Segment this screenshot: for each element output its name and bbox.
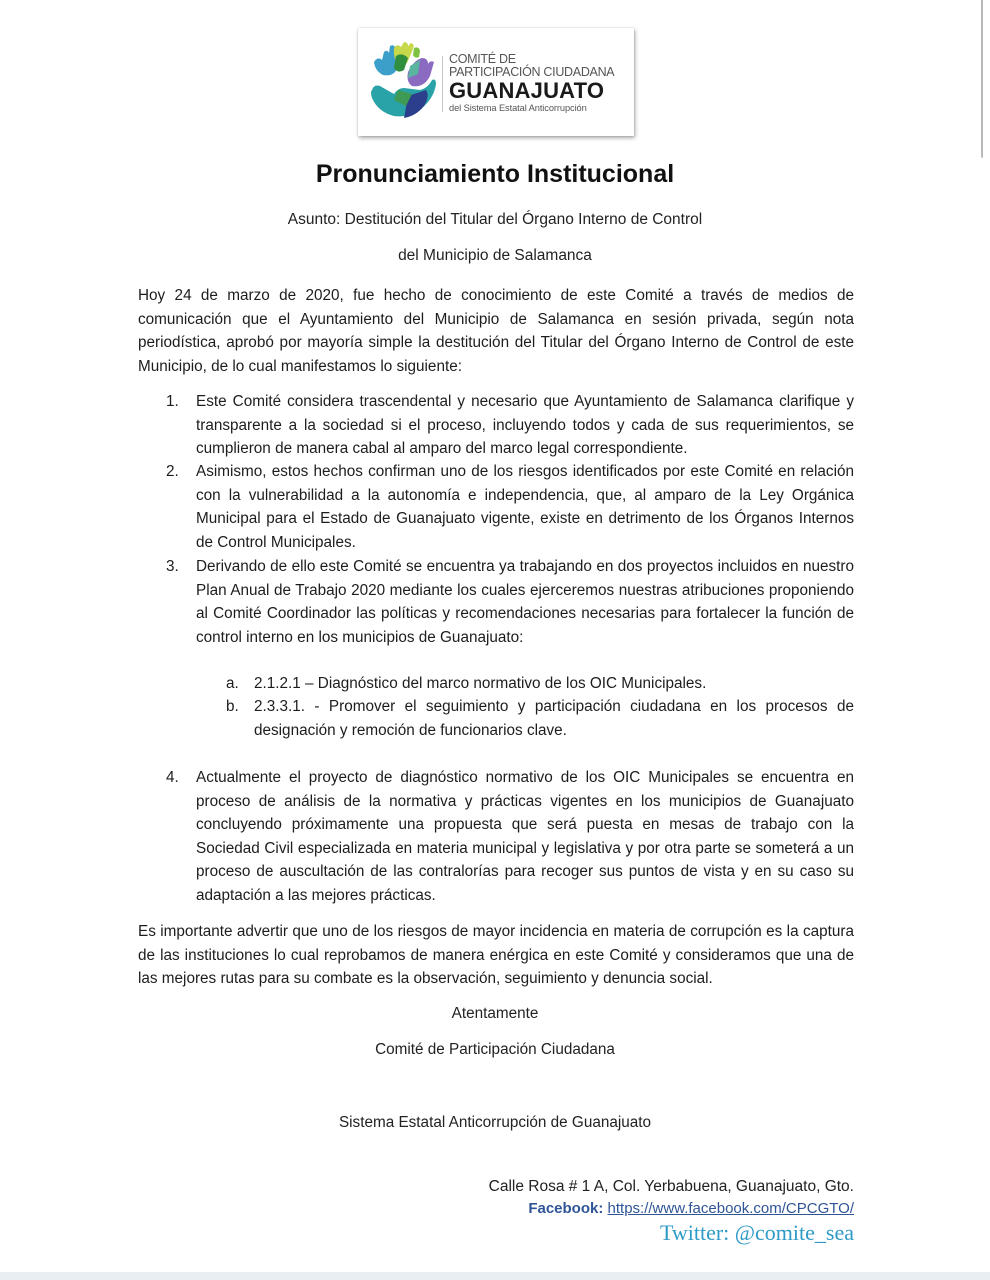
list-item-3: [166, 555, 854, 649]
facebook-link[interactable]: https://www.facebook.com/CPCGTO/: [607, 1200, 854, 1217]
logo-line-4: del Sistema Estatal Anticorrupción: [449, 103, 587, 113]
list-text: Este Comité considera trascendental y necesario que Ayuntamiento de Salamanca clarifique y transparente a la sociedad si el proceso, incluyendo todos y cada de sus requerimientos, se cumplieron de manera cabal al amparo del marco legal correspondiente.: [196, 393, 854, 458]
footer-facebook: [528, 1200, 854, 1217]
signature-committee: Comité de Participación Ciudadana: [375, 1041, 615, 1058]
list-number: 3.: [166, 558, 179, 575]
list-text: Asimismo, estos hechos confirman uno de los riesgos identificados por este Comité en relación con la vulnerabilidad a la autonomía e independencia, que, al amparo de la Ley Orgánica Municipal para el Estado de Guanajuato vigente, existe en detrimento de los Órganos Internos de Control Municipales.: [196, 463, 854, 551]
page-edge-line: [981, 0, 983, 158]
list-text: Derivando de ello este Comité se encuentra ya trabajando en dos proyectos incluidos en nuestro Plan Anual de Trabajo 2020 mediante los cuales ejerceremos nuestras atribuciones proponiendo al Comité Coordinador las políticas y recomendaciones necesarias para fortalecer la función de control interno en los municipios de Guanajuato:: [196, 558, 854, 646]
sub-item-b: [226, 695, 854, 742]
closing-paragraph: Es importante advertir que uno de los riesgos de mayor incidencia en materia de corrupción es la captura de las instituciones lo cual reprobamos de manera enérgica en este Comité y consideramos que una de las mejores rutas para su combate es la observación, seguimiento y denuncia social.: [138, 923, 854, 988]
list-item-4: [166, 766, 854, 908]
logo-line-1: COMITÉ DE: [449, 52, 516, 66]
logo-text: [449, 53, 629, 113]
organization-logo: [358, 28, 634, 136]
list-item-2: [166, 460, 854, 554]
list-number: 4.: [166, 769, 179, 786]
footer-twitter: Twitter: @comite_sea: [659, 1220, 854, 1245]
subject-line-1: Asunto: Destitución del Titular del Órgano Interno de Control: [287, 211, 703, 228]
logo-line-3: GUANAJUATO: [449, 78, 605, 103]
facebook-label: Facebook:: [528, 1200, 604, 1217]
logo-line-2: PARTICIPACIÓN CIUDADANA: [449, 65, 615, 79]
list-number: 2.: [166, 463, 179, 480]
logo-divider: [442, 56, 443, 112]
list-item-1: [166, 390, 854, 461]
sub-item-letter: b.: [226, 698, 239, 715]
signature-system: Sistema Estatal Anticorrupción de Guanajuato: [338, 1114, 652, 1131]
bottom-band: [0, 1272, 990, 1280]
sub-item-a: [226, 672, 854, 696]
sub-item-letter: a.: [226, 675, 239, 692]
subject-line-2: del Municipio de Salamanca: [398, 247, 592, 264]
hands-logo-icon: [368, 42, 438, 122]
document-title: Pronunciamiento Institucional: [315, 160, 675, 188]
list-number: 1.: [166, 393, 179, 410]
list-text: Actualmente el proyecto de diagnóstico normativo de los OIC Municipales se encuentra en proceso de análisis de la normativa y prácticas vigentes en los municipios de Guanajuato concluyendo próximamente una propuesta que será puesta en mesas de trabajo con la Sociedad Civil especializada en materia municipal y legislativa y por otra parte se someterá a un proceso de auscultación de las contralorías para recoger sus puntos de vista y en su caso su adaptación a las mejores prácticas.: [196, 769, 854, 904]
footer-address: Calle Rosa # 1 A, Col. Yerbabuena, Guanajuato, Gto.: [488, 1178, 854, 1195]
salutation: Atentamente: [451, 1005, 539, 1022]
sub-item-text: 2.1.2.1 – Diagnóstico del marco normativo de los OIC Municipales.: [254, 675, 707, 692]
intro-paragraph: Hoy 24 de marzo de 2020, fue hecho de conocimiento de este Comité a través de medios de comunicación que el Ayuntamiento del Municipio de Salamanca en sesión privada, según nota periodística, aprobó por mayoría simple la destitución del Titular del Órgano Interno de Control de este Municipio, de lo cual manifestamos lo siguiente:: [138, 287, 854, 375]
sub-item-text: 2.3.3.1. - Promover el seguimiento y participación ciudadana en los procesos de designación y remoción de funcionarios clave.: [254, 698, 854, 739]
